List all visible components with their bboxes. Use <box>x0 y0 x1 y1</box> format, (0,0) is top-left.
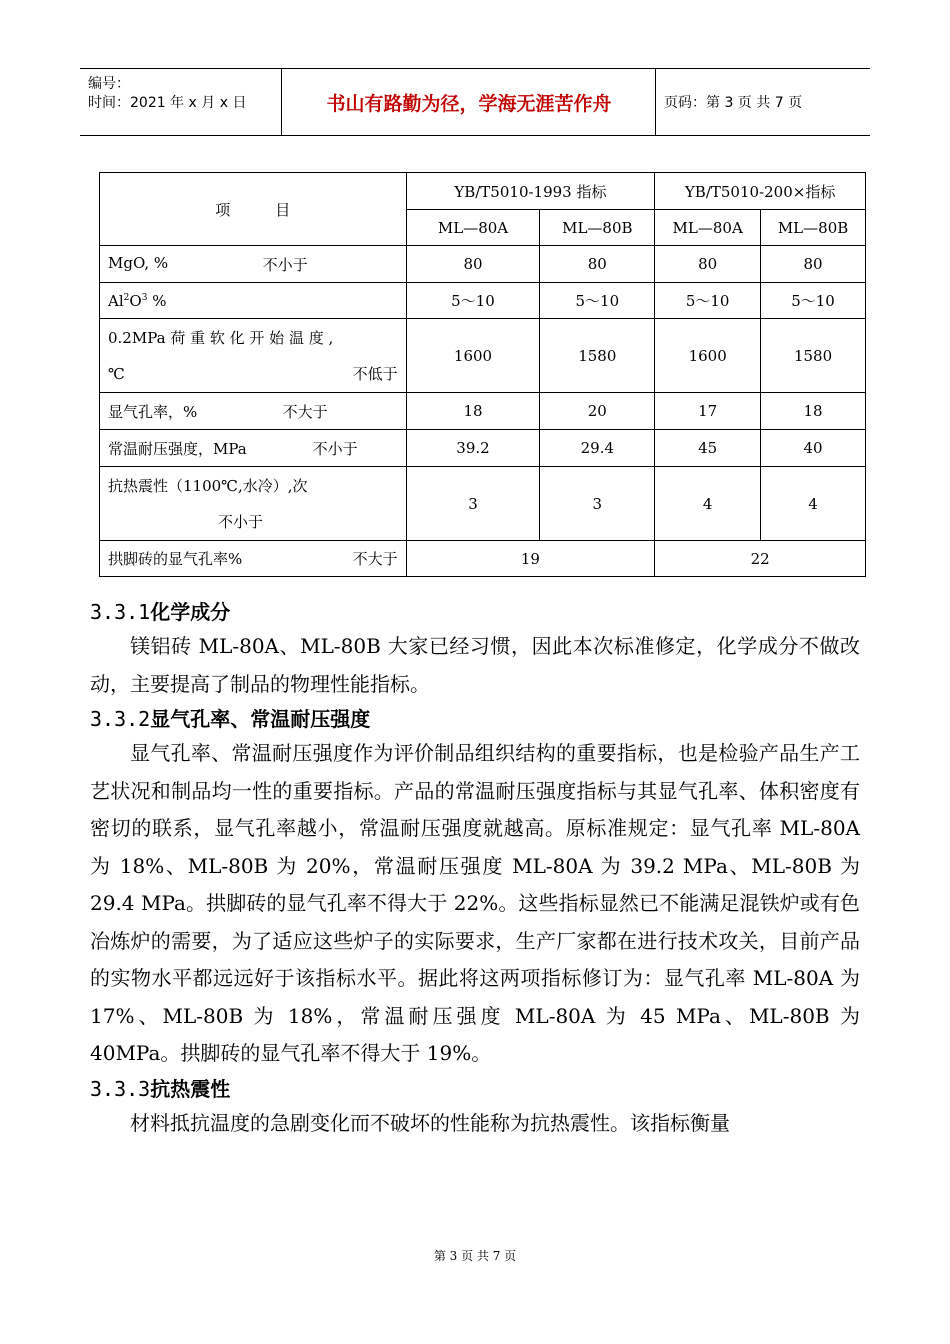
row-label <box>100 283 407 319</box>
section-heading <box>90 703 860 735</box>
table-cell: 39.2 <box>406 430 540 467</box>
table-cell: 80 <box>406 246 540 283</box>
table-cell: 18 <box>761 393 866 430</box>
row-name: 0.2MPa 荷 重 软 化 开 始 温 度 , <box>108 328 334 347</box>
section-number: 3.3.1 <box>90 600 151 624</box>
row-label <box>100 319 407 393</box>
table-row <box>100 467 866 541</box>
row-name: $Al^2O^3$ % <box>108 291 167 310</box>
table-cell: 1600 <box>655 319 761 393</box>
section-title: 抗热震性 <box>150 1076 231 1101</box>
spec-table <box>99 172 866 577</box>
section-title: 化学成分 <box>150 600 231 624</box>
grade-header: ML—80A <box>655 210 761 246</box>
row-condition: 不大于 <box>352 550 398 568</box>
section-title: 显气孔率、常温耐压强度 <box>150 707 371 731</box>
table-cell: 5～10 <box>761 283 866 319</box>
row-name: 常温耐压强度，MPa <box>108 439 247 458</box>
table-cell: 1580 <box>540 319 655 393</box>
table-cell: 80 <box>540 246 655 283</box>
table-cell: 18 <box>406 393 540 430</box>
row-name: 显气孔率，% <box>108 402 198 421</box>
paragraph: 镁铝砖 ML-80A、ML-80B 大家已经习惯，因此本次标准修定，化学成分不做改动，主要提高了制品的物理性能指标。 <box>90 634 860 696</box>
row-condition: 不小于 <box>218 512 264 531</box>
table-cell: 1600 <box>406 319 540 393</box>
table-cell: 4 <box>655 467 761 541</box>
paragraph: 材料抵抗温度的急剧变化而不破坏的性能称为抗热震性。该指标衡量 <box>130 1110 730 1135</box>
row-label <box>100 467 407 541</box>
table-cell: 29.4 <box>540 430 655 467</box>
std-old-header: YB/T5010-1993 指标 <box>406 173 655 210</box>
table-cell: 1580 <box>761 319 866 393</box>
table-cell: 5～10 <box>540 283 655 319</box>
table-cell: 19 <box>406 541 655 577</box>
paragraph: 显气孔率、常温耐压强度作为评价制品组织结构的重要指标，也是检验产品生产工艺状况和制品均一性的重要指标。产品的常温耐压强度指标与其显气孔率、体积密度有密切的联系，显气孔率越小，常温耐压强度就越高。原标准规定：显气孔率 ML-80A 为 18%、ML-80B 为 20%，常温耐压强度 ML-80A 为 39.2 MPa、ML-80B 为 29.4 MPa。拱脚砖的显气孔率不得大于 22%。这些指标显然已不能满足混铁炉或有色冶炼炉的需要，为了适应这些炉子的实际要求，生产厂家都在进行技术攻关，目前产品的实物水平都远远好于该指标水平。据此将这两项指标修订为：显气孔率 ML-80A 为 17%、ML-80B 为 18%，常温耐压强度 ML-80A 为 45 MPa、ML-80B 为 40MPa。拱脚砖的显气孔率不得大于 19%。 <box>90 741 860 1065</box>
grade-header: ML—80B <box>761 210 866 246</box>
table-row <box>100 430 866 467</box>
section-heading <box>90 1073 860 1105</box>
body-content <box>90 596 860 1142</box>
table-cell: 22 <box>655 541 866 577</box>
table-cell: 80 <box>761 246 866 283</box>
item-header: 项 目 <box>215 200 291 219</box>
row-condition: 不大于 <box>282 402 328 421</box>
document-date-label: 时间：2021 年 x 月 x 日 <box>88 95 247 111</box>
table-cell: 45 <box>655 430 761 467</box>
row-name: MgO, % <box>108 253 169 272</box>
table-row <box>100 319 866 393</box>
table-cell: 3 <box>540 467 655 541</box>
page-footer: 第 3 页 共 7 页 <box>433 1249 517 1263</box>
table-cell: 80 <box>655 246 761 283</box>
row-label <box>100 246 407 283</box>
row-condition: 不小于 <box>262 255 308 274</box>
table-cell: 4 <box>761 467 866 541</box>
row-condition: 不低于 <box>352 364 398 383</box>
table-row <box>100 393 866 430</box>
table-cell: 5～10 <box>406 283 540 319</box>
row-label <box>100 393 407 430</box>
table-cell: 17 <box>655 393 761 430</box>
table-cell: 40 <box>761 430 866 467</box>
table-cell: 5～10 <box>655 283 761 319</box>
section-number: 3.3.2 <box>90 707 151 731</box>
std-new-header: YB/T5010-200×指标 <box>655 173 866 210</box>
document-number-label: 编号： <box>88 76 130 92</box>
header-meta <box>80 69 282 135</box>
row-label <box>100 430 407 467</box>
table-row <box>100 246 866 283</box>
table-row <box>100 541 866 577</box>
header-page-label: 页码：第 3 页 共 7 页 <box>664 95 803 111</box>
grade-header: ML—80B <box>540 210 655 246</box>
item-header-cell <box>100 173 407 246</box>
section-number: 3.3.3 <box>90 1076 151 1101</box>
table-cell: 3 <box>406 467 540 541</box>
grade-header: ML—80A <box>406 210 540 246</box>
row-name: 拱脚砖的显气孔率% <box>108 550 243 568</box>
row-condition: 不小于 <box>312 439 358 458</box>
row-name: 抗热震性（1100℃,水冷）,次 <box>108 476 308 495</box>
section-heading <box>90 596 860 628</box>
table-row <box>100 283 866 319</box>
table-header-row <box>100 173 866 210</box>
row-label <box>100 541 407 577</box>
header-motto: 书山有路勤为径，学海无涯苦作舟 <box>283 69 656 135</box>
row-unit: ℃ <box>108 364 125 383</box>
table-cell: 20 <box>540 393 655 430</box>
page-header <box>80 68 870 136</box>
